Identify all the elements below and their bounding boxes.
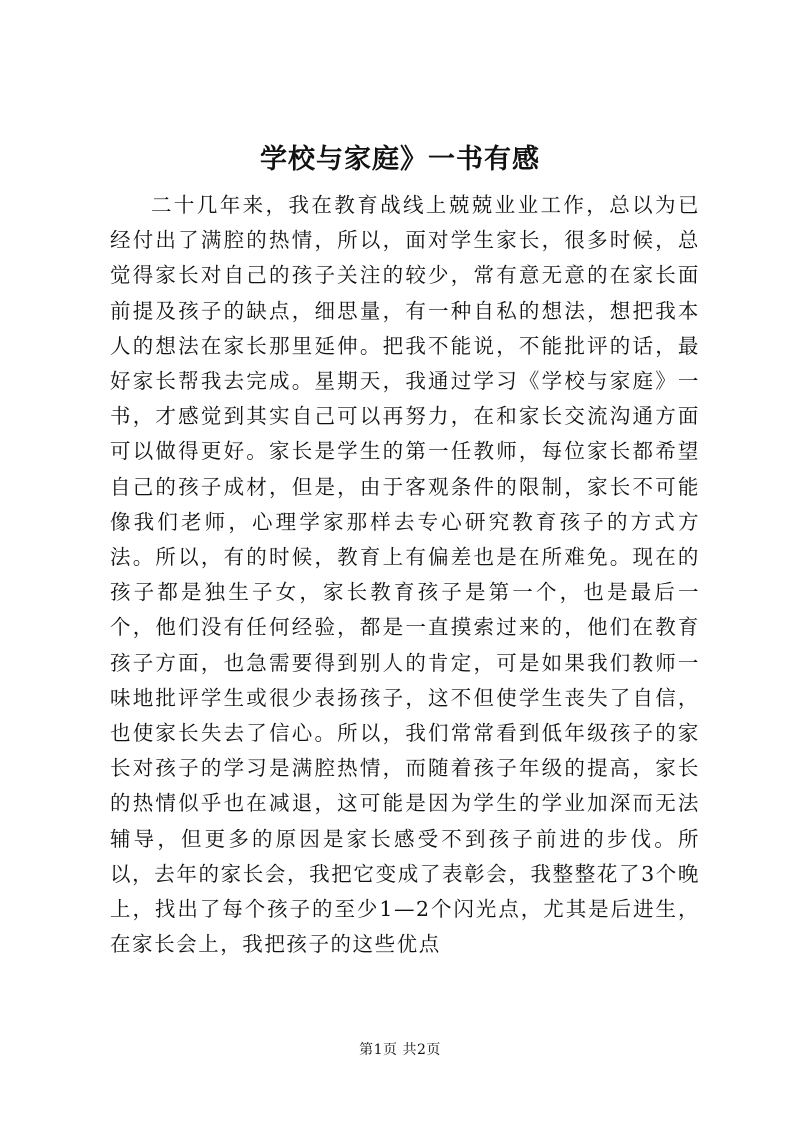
page-number-footer: 第1页 共2页	[359, 1042, 441, 1058]
document-title: 学校与家庭》一书有感	[260, 144, 540, 175]
body-paragraph: 二十几年来，我在教育战线上兢兢业业工作，总以为已经付出了满腔的热情，所以，面对学生家长，很多时候，总觉得家长对自己的孩子关注的较少，常有意无意的在家长面前提及孩子的缺点，细思量，有一种自私的想法，想把我本人的想法在家长那里延伸。把我不能说，不能批评的话，最好家长帮我去完成。星期天，我通过学习《学校与家庭》一书，才感觉到其实自己可以再努力，在和家长交流沟通方面可以做得更好。家长是学生的第一任教师，每位家长都希望自己的孩子成材，但是，由于客观条件的限制，家长不可能像我们老师，心理学家那样去专心研究教育孩子的方式方法。所以，有的时候，教育上有偏差也是在所难免。现在的孩子都是独生子女，家长教育孩子是第一个，也是最后一个，他们没有任何经验，都是一直摸索过来的，他们在教育孩子方面，也急需要得到别人的肯定，可是如果我们教师一味地批评学生或很少表扬孩子，这不但使学生丧失了自信，也使家长失去了信心。所以，我们常常看到低年级孩子的家长对孩子的学习是满腔热情，而随着孩子年级的提高，家长的热情似乎也在减退，这可能是因为学生的学业加深而无法辅导，但更多的原因是家长感受不到孩子前进的步伐。所以，去年的家长会，我把它变成了表彰会，我整整花了3个晚上，找出了每个孩子的至少1—2个闪光点，尤其是后进生，在家长会上，我把孩子的这些优点	[110, 193, 700, 957]
